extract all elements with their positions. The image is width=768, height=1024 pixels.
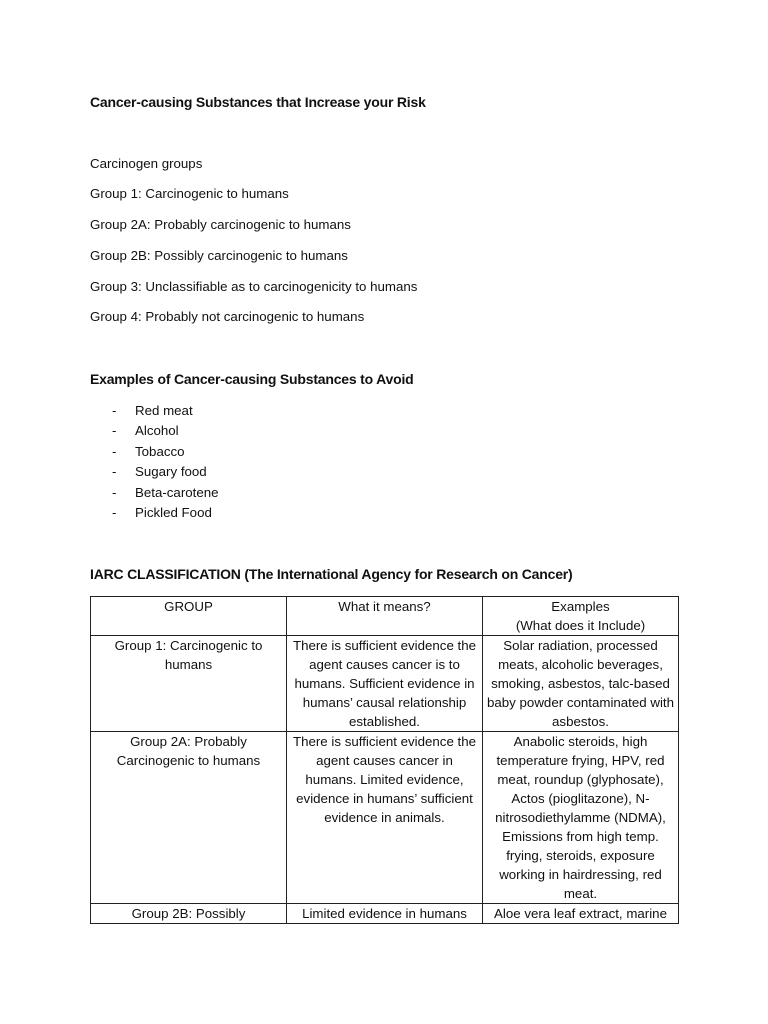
group-4-line: Group 4: Probably not carcinogenic to humans xyxy=(90,309,365,324)
header-examples-label: Examples xyxy=(551,599,610,614)
bullet-dash: - xyxy=(112,443,117,459)
row-meaning-cell: There is sufficient evidence the agent causes cancer in humans. Limited evidence, evidence in humans’ sufficient evidence in animals. xyxy=(287,732,483,904)
header-group: GROUP xyxy=(91,597,287,636)
header-examples xyxy=(483,597,679,636)
iarc-table xyxy=(90,596,679,924)
bullet-dash: - xyxy=(112,504,117,520)
table-row xyxy=(91,636,679,732)
group-3-line: Group 3: Unclassifiable as to carcinogenicity to humans xyxy=(90,279,418,294)
group-2b-line: Group 2B: Possibly carcinogenic to humans xyxy=(90,248,348,263)
table-header-row xyxy=(91,597,679,636)
list-item-text: Tobacco xyxy=(135,443,185,459)
examples-heading: Examples of Cancer-causing Substances to Avoid xyxy=(90,371,414,387)
list-item-text: Beta-carotene xyxy=(135,484,219,500)
row-examples-cell: Aloe vera leaf extract, marine xyxy=(483,904,679,924)
row-meaning-cell: There is sufficient evidence the agent causes cancer is to humans. Sufficient evidence in humans’ causal relationship established. xyxy=(287,636,483,732)
group-1-line: Group 1: Carcinogenic to humans xyxy=(90,186,289,201)
list-item-text: Sugary food xyxy=(135,464,207,480)
list-item-text: Alcohol xyxy=(135,423,179,439)
row-examples-cell: Solar radiation, processed meats, alcoholic beverages, smoking, asbestos, talc-based baby powder contaminated with asbestos. xyxy=(483,636,679,732)
row-group-cell: Group 2A: Probably Carcinogenic to humans xyxy=(91,732,287,904)
row-examples-cell: Anabolic steroids, high temperature frying, HPV, red meat, roundup (glyphosate), Actos (pioglitazone), N-nitrosodiethylamme (NDMA), Emissions from high temp. frying, steroids, exposure working in hairdressing, red meat. xyxy=(483,732,679,904)
list-item-text: Red meat xyxy=(135,403,193,418)
table-row xyxy=(91,732,679,904)
bullet-dash: - xyxy=(112,423,117,439)
group-2a-line: Group 2A: Probably carcinogenic to humans xyxy=(90,217,351,232)
bullet-dash: - xyxy=(112,464,117,480)
header-meaning: What it means? xyxy=(287,597,483,636)
iarc-heading: IARC CLASSIFICATION (The International Agency for Research on Cancer) xyxy=(90,566,573,582)
row-group-cell: Group 2B: Possibly xyxy=(91,904,287,924)
table-row xyxy=(91,904,679,924)
document-title: Cancer-causing Substances that Increase your Risk xyxy=(90,94,426,110)
carcinogen-groups-intro: Carcinogen groups xyxy=(90,156,203,171)
bullet-dash: - xyxy=(112,403,117,418)
list-item-text: Pickled Food xyxy=(135,504,212,520)
row-meaning-cell: Limited evidence in humans xyxy=(287,904,483,924)
bullet-dash: - xyxy=(112,484,117,500)
header-examples-sub: (What does it Include) xyxy=(515,618,646,633)
row-group-cell: Group 1: Carcinogenic to humans xyxy=(91,636,287,732)
